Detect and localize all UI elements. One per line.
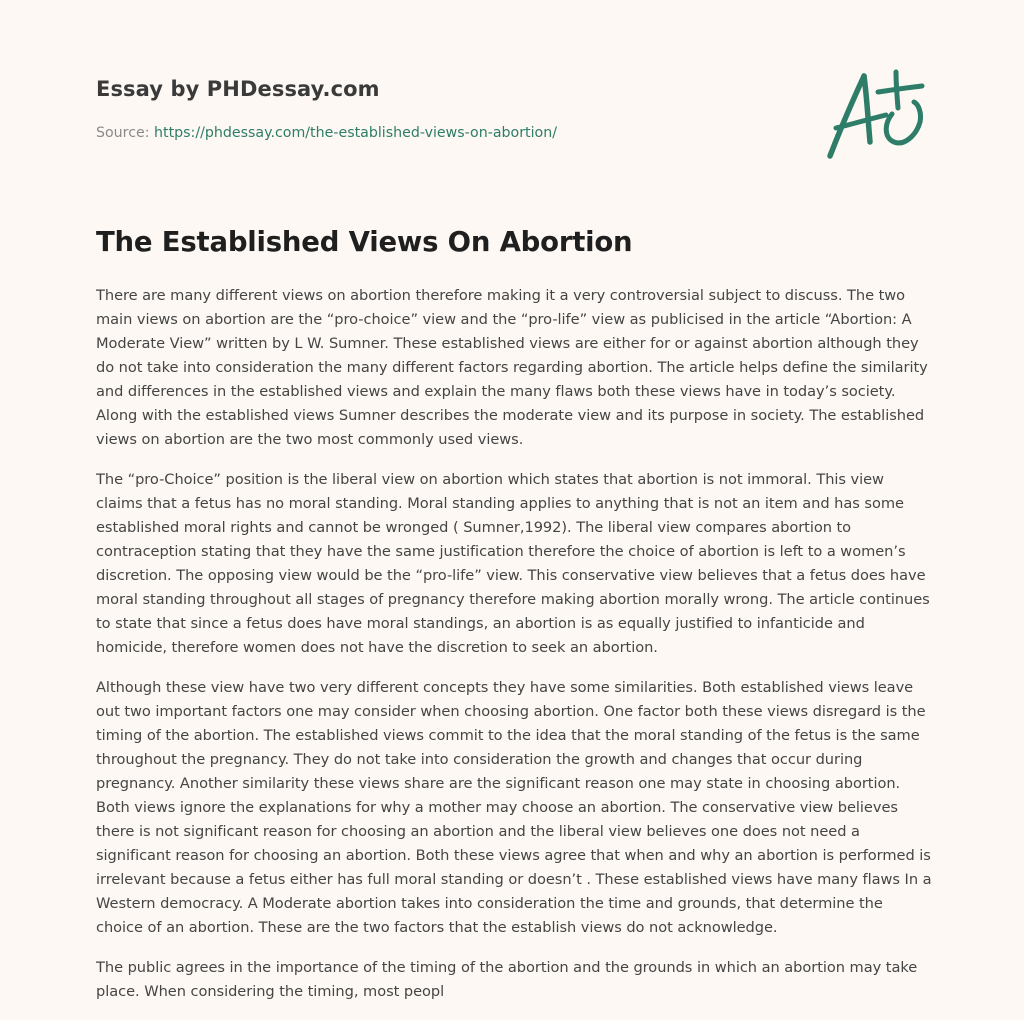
source-link[interactable]: https://phdessay.com/the-established-views-on-abortion/ [154, 125, 557, 141]
a-plus-grade-logo-icon [822, 68, 928, 164]
paragraph-4: The public agrees in the importance of the timing of the abortion and the grounds in which an abortion may take place. When considering the timing, most peopl [96, 959, 918, 1000]
essay-body [96, 284, 934, 1020]
paragraph-2: The “pro-Choice” position is the liberal view on abortion which states that abortion is not immoral. This view claims that a fetus has no moral standing. Moral standing applies to anything that is not an item and has some established moral rights and cannot be wronged ( Sumner,1992). The liberal view compares abortion to contraception stating that they have the same justification therefore the choice of abortion is left to a women’s discretion. The opposing view would be the “pro-life” view. This conservative view believes that a fetus does have moral standing throughout all stages of pregnancy therefore making abortion morally wrong. The article continues to state that since a fetus does have moral standings, an abortion is as equally justified to infanticide and homicide, therefore women does not have the discretion to seek an abortion. [96, 471, 930, 656]
paragraph-1: There are many different views on abortion therefore making it a very controversial subject to discuss. The two main views on abortion are the “pro-choice” view and the “pro-life” view as publicised in the article “Abortion: A Moderate View” written by L W. Sumner. These established views are either for or against abortion although they do not take into consideration the many different factors regarding abortion. The article helps define the similarity and differences in the established views and explain the many flaws both these views have in today’s society. Along with the established views Sumner describes the moderate view and its purpose in society. The established views on abortion are the two most commonly used views. [96, 287, 928, 448]
paragraph-3: Although these view have two very different concepts they have some similarities. Both established views leave out two important factors one may consider when choosing abortion. One factor both these views disregard is the timing of the abortion. The established views commit to the idea that the moral standing of the fetus is the same throughout the pregnancy. They do not take into consideration the growth and changes that occur during pregnancy. Another similarity these views share are the significant reason one may state in choosing abortion. Both views ignore the explanations for why a mother may choose an abortion. The conservative view believes there is not significant reason for choosing an abortion and the liberal view believes one does not need a significant reason for choosing an abortion. Both these views agree that when and why an abortion is performed is irrelevant because a fetus either has full moral standing or doesn’t . These established views have many flaws In a Western democracy. A Moderate abortion takes into consideration the time and grounds, that determine the choice of an abortion. These are the two factors that the establish views do not acknowledge. [96, 679, 932, 936]
site-brand: Essay by PHDessay.com [96, 77, 380, 101]
essay-title: The Established Views On Abortion [96, 226, 633, 258]
source-line [96, 125, 557, 141]
source-label: Source: [96, 125, 155, 141]
